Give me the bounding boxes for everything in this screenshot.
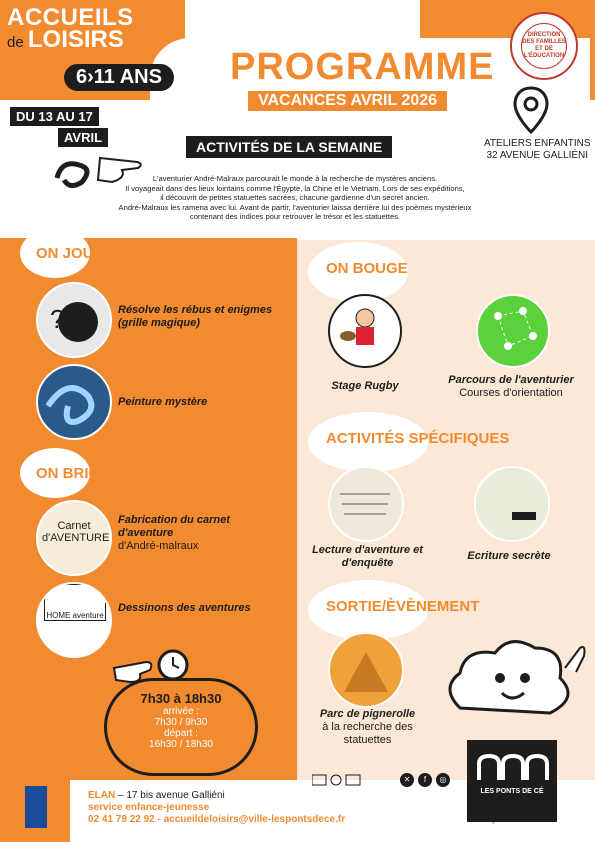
arrivee-label: arrivée : — [162, 706, 200, 717]
drawing-image: HOME aventure — [36, 582, 112, 658]
date-badge — [10, 107, 108, 147]
intro-line1: L'aventurier André-Malraux parcourait le monde à la recherche de mystères anciens. — [152, 174, 438, 183]
footer-contact — [88, 790, 345, 826]
intro-line2: Il voyageait dans des lieux lointains comme l'Égypte, la Chine et le Vietnam. Lors de ses expéditions, — [125, 183, 465, 193]
elan-address: – 17 bis avenue Galliéni — [118, 790, 225, 801]
pignerolle-image — [328, 632, 404, 708]
enigma-label: Résolve les rébus et enigmes (grille magique) — [118, 304, 273, 329]
on-bricole-title: ON BRICOLE — [36, 465, 131, 482]
programme-title: PROGRAMME — [230, 46, 495, 88]
horaires-box — [104, 678, 258, 776]
accueils-title — [7, 6, 137, 53]
location-pin-icon — [512, 86, 550, 136]
age-badge: 6›11 ANS — [64, 64, 174, 91]
intro-line3: il découvrit de petites statuettes sacrées, chacune gardienne d'un secret ancien. — [160, 193, 430, 203]
painting-image — [36, 364, 112, 440]
drawing-label: Dessinons des aventures — [118, 602, 251, 614]
on-bouge-title: ON BOUGE — [326, 260, 408, 277]
arrivee-value: 7h30 / 9h30 — [154, 717, 208, 728]
painting-label: Peinture mystère — [118, 396, 208, 408]
ecriture-image — [474, 466, 550, 542]
parcours-image — [476, 294, 550, 368]
contact-line[interactable]: 02 41 79 22 92 - accueildeloisirs@ville-lespontsdece.fr — [88, 814, 346, 825]
elan-label: ELAN — [88, 790, 116, 801]
twitter-icon[interactable]: ✕ — [400, 773, 414, 787]
facebook-icon[interactable]: f — [418, 773, 432, 787]
rugby-image — [328, 294, 402, 368]
de-text: de — [7, 34, 24, 51]
lecture-image — [328, 466, 404, 542]
intro-text — [55, 174, 535, 222]
caf-logo — [25, 786, 47, 828]
intro-line5: contenant des indices pour retrouver le trésor et les statuettes. — [189, 212, 401, 222]
loisirs-text: LOISIRS — [27, 26, 124, 53]
lecture-label: Lecture d'aventure et d'enquête — [312, 544, 423, 569]
enigma-image — [36, 282, 112, 358]
carnet-image: Carnet d'AVENTURE — [36, 500, 112, 576]
parcours-label: Parcours de l'aventurier Courses d'orientation — [448, 374, 574, 399]
mascot-cloud-icon — [440, 628, 590, 748]
carnet-label: Fabrication du carnet d'aventure d'André-malraux — [118, 514, 230, 552]
intro-line4: André-Malraux les ramena avec lui. Avant de partir, l'aventurier laissa derrière lui des poèmes mystérieux — [118, 202, 472, 212]
clock-icon — [156, 648, 190, 682]
depart-label: départ : — [164, 728, 198, 739]
vacances-subtitle: VACANCES AVRIL 2026 — [248, 91, 447, 111]
date-line2: AVRIL — [58, 128, 108, 147]
date-line1: DU 13 AU 17 — [10, 107, 99, 126]
ateliers-address — [484, 138, 591, 162]
ecriture-label: Ecriture secrète — [467, 550, 551, 562]
accueils-text: ACCUEILS — [7, 4, 134, 31]
instagram-icon[interactable]: ◎ — [436, 773, 450, 787]
on-joue-title: ON JOUE — [36, 245, 104, 262]
direction-stamp — [510, 12, 578, 80]
stamp-text: DIRECTION DES FAMILLES ET DE L'ÉDUCATION — [521, 23, 567, 69]
horaires-main: 7h30 à 18h30 — [140, 691, 222, 706]
unesco-logos — [312, 773, 372, 789]
depart-value: 16h30 / 18h30 — [149, 739, 213, 750]
sortie-title: SORTIE/ÈVÈNEMENT — [326, 598, 480, 615]
specifiques-title: ACTIVITÉS SPÉCIFIQUES — [326, 430, 510, 447]
activites-semaine-banner: ACTIVITÉS DE LA SEMAINE — [186, 136, 392, 158]
website-link[interactable]: lespontsdece.fr — [482, 815, 537, 824]
city-logo — [467, 740, 557, 822]
ateliers-line1: ATELIERS ENFANTINS — [484, 138, 591, 149]
svg-text:?: ? — [50, 304, 65, 334]
service-label: service enfance-jeunesse — [88, 802, 210, 813]
rugby-label: Stage Rugby — [331, 380, 399, 392]
city-name: LES PONTS DE CÉ — [480, 788, 544, 795]
ateliers-line2: 32 AVENUE GALLIÉNI — [486, 150, 589, 161]
pignerolle-label: Parc de pignerolle à la recherche des statuettes — [319, 708, 416, 746]
